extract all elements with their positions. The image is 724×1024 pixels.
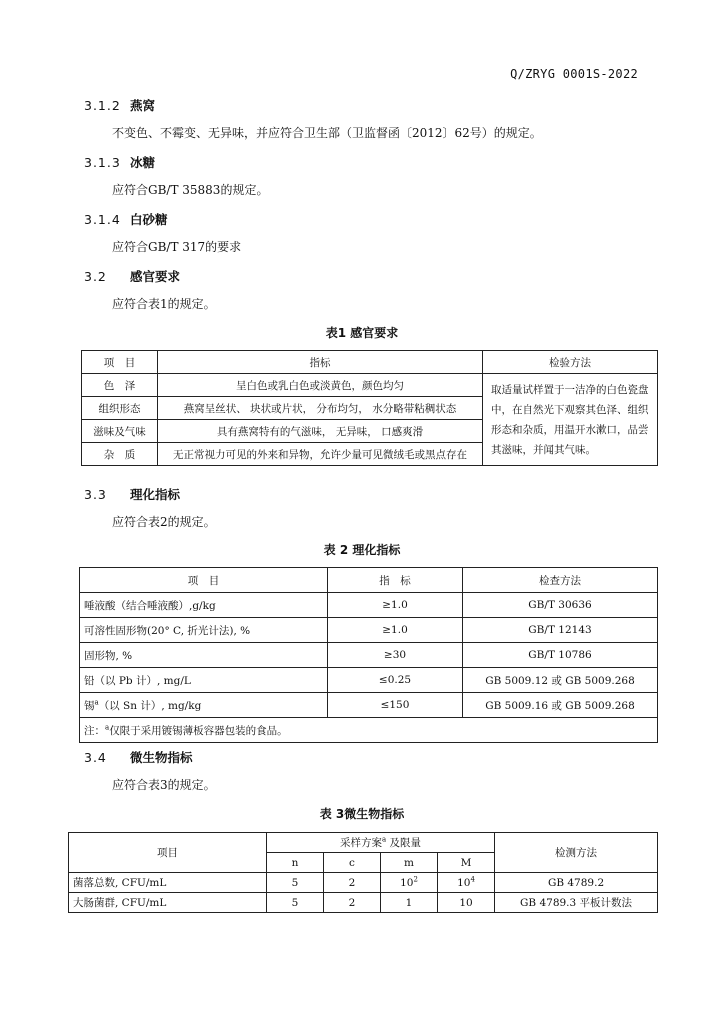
item-cell: 杂 质 [82, 443, 158, 466]
section-heading-3-1-4 [84, 210, 168, 228]
table-note [80, 718, 658, 743]
item-cell: 唾液酸（结合唾液酸）,g/kg [80, 593, 328, 618]
section-number: 3.3 [84, 487, 107, 502]
header-cell: 项 目 [82, 351, 158, 374]
section-heading-3-4 [84, 748, 193, 766]
section-title: 冰糖 [130, 155, 156, 170]
table-row [80, 593, 658, 618]
method-cell: 取适量试样置于一洁净的白色瓷盘中，在自然光下观察其色泽、组织形态和杂质，用温开水漱口，品尝其滋味，并闻其气味。 [483, 374, 658, 466]
item-cell: 大肠菌群, CFU/mL [69, 893, 267, 913]
table1 [81, 350, 658, 466]
table3-caption: 表 3微生物指标 [319, 807, 405, 821]
header-cell: 检查方法 [463, 568, 658, 593]
item-cell: 可溶性固形物(20° C, 折光计法), % [80, 618, 328, 643]
header-cell: 指标 [158, 351, 483, 374]
header-cell [267, 833, 495, 853]
header-cell: 项 目 [80, 568, 328, 593]
method-cell: GB 4789.2 [495, 873, 658, 893]
c-cell: 2 [324, 873, 381, 893]
M-base: 10 [459, 896, 473, 909]
item-cell: 组织形态 [82, 397, 158, 420]
section-number: 3.1.3 [84, 155, 121, 170]
table-header-row [69, 833, 658, 853]
method-cell: GB 5009.16 或 GB 5009.268 [463, 693, 658, 718]
M-base: 10 [457, 876, 471, 889]
section-title: 白砂糖 [130, 212, 168, 227]
footnote-marker: a [94, 698, 99, 706]
section-title: 燕窝 [130, 98, 156, 113]
m-exponent: 2 [413, 875, 418, 883]
value-cell: ≥1.0 [328, 618, 463, 643]
section-number: 3.1.4 [84, 212, 121, 227]
item-cell: 滋味及气味 [82, 420, 158, 443]
section-text-3-1-2: 不变色、不霉变、无异味，并应符合卫生部（卫监督函〔2012〕62号）的规定。 [112, 126, 542, 140]
item-cell: 固形物, % [80, 643, 328, 668]
m-cell [381, 873, 438, 893]
section-heading-3-3 [84, 485, 180, 503]
indicator-cell: 呈白色或乳白色或淡黄色，颜色均匀 [158, 374, 483, 397]
table-note-row [80, 718, 658, 743]
m-cell [381, 893, 438, 913]
section-text-3-4: 应符合表3的规定。 [112, 778, 216, 792]
indicator-cell: 具有燕窝特有的气滋味， 无异味， 口感爽滑 [158, 420, 483, 443]
table2 [79, 567, 658, 743]
header-cell: 项目 [69, 833, 267, 873]
item-text: 锡 [84, 699, 95, 712]
section-text-3-1-3: 应符合GB/T 35883的规定。 [112, 183, 269, 197]
method-cell: GB 5009.12 或 GB 5009.268 [463, 668, 658, 693]
m-base: 10 [400, 876, 414, 889]
section-text-3-2: 应符合表1的规定。 [112, 297, 216, 311]
value-cell: ≤0.25 [328, 668, 463, 693]
header-cell: 检验方法 [483, 351, 658, 374]
method-cell: GB/T 30636 [463, 593, 658, 618]
item-cell: 色 泽 [82, 374, 158, 397]
note-text: 注： [84, 724, 105, 737]
c-cell: 2 [324, 893, 381, 913]
footnote-marker: a [105, 723, 110, 731]
note-text: 仅限于采用镀锡薄板容器包装的食品。 [109, 724, 288, 737]
M-cell [438, 893, 495, 913]
section-title: 感官要求 [130, 269, 181, 284]
section-heading-3-2 [84, 267, 180, 285]
table3 [68, 832, 658, 913]
section-heading-3-1-2 [84, 96, 155, 114]
table-row [80, 668, 658, 693]
n-cell: 5 [267, 893, 324, 913]
item-cell: 铅（以 Pb 计）, mg/L [80, 668, 328, 693]
table-header-row [80, 568, 658, 593]
n-cell: 5 [267, 873, 324, 893]
section-title: 微生物指标 [130, 750, 193, 765]
table-row [80, 618, 658, 643]
table-row [80, 693, 658, 718]
table-row [80, 643, 658, 668]
footnote-marker: a [382, 835, 387, 844]
method-cell: GB 4789.3 平板计数法 [495, 893, 658, 913]
M-cell [438, 873, 495, 893]
section-text-3-1-4: 应符合GB/T 317的要求 [112, 240, 242, 254]
table-row [69, 893, 658, 913]
header-text: 及限量 [386, 837, 422, 849]
table-header-row [82, 351, 658, 374]
subheader-cell: M [438, 853, 495, 873]
document-id: Q/ZRYG 0001S-2022 [510, 67, 638, 81]
value-cell: ≤150 [328, 693, 463, 718]
section-number: 3.1.2 [84, 98, 121, 113]
table-row [82, 374, 658, 397]
m-base: 1 [405, 896, 413, 909]
M-exponent: 4 [470, 875, 475, 883]
subheader-cell: n [267, 853, 324, 873]
header-cell: 指 标 [328, 568, 463, 593]
header-text: 采样方案 [340, 837, 382, 849]
item-text: （以 Sn 计）, mg/kg [98, 699, 202, 712]
table-row [69, 873, 658, 893]
section-number: 3.2 [84, 269, 107, 284]
section-text-3-3: 应符合表2的规定。 [112, 515, 216, 529]
table2-caption: 表 2 理化指标 [323, 543, 401, 557]
table1-caption: 表1 感官要求 [325, 326, 399, 340]
subheader-cell: c [324, 853, 381, 873]
item-cell [80, 693, 328, 718]
header-cell: 检测方法 [495, 833, 658, 873]
section-number: 3.4 [84, 750, 107, 765]
indicator-cell: 燕窝呈丝状、 块状或片状， 分布均匀， 水分略带粘稠状态 [158, 397, 483, 420]
subheader-cell: m [381, 853, 438, 873]
method-cell: GB/T 10786 [463, 643, 658, 668]
section-title: 理化指标 [130, 487, 181, 502]
section-heading-3-1-3 [84, 153, 155, 171]
value-cell: ≥30 [328, 643, 463, 668]
value-cell: ≥1.0 [328, 593, 463, 618]
indicator-cell: 无正常视力可见的外来和异物，允许少量可见微绒毛或黑点存在 [158, 443, 483, 466]
method-cell: GB/T 12143 [463, 618, 658, 643]
item-cell: 菌落总数, CFU/mL [69, 873, 267, 893]
